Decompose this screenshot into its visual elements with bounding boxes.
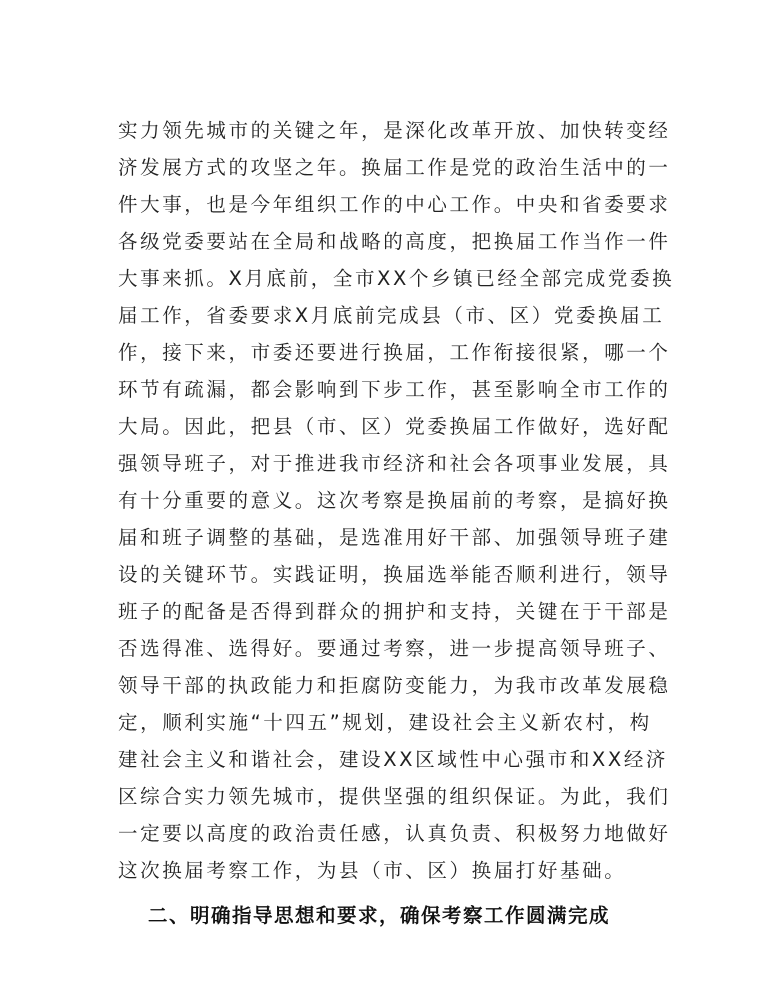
paragraph-line: 区综合实力领先城市，提供坚强的组织保证。为此，我们 xyxy=(118,785,671,808)
paragraph-line: 这次换届考察工作，为县（市、区）换届打好基础。 xyxy=(118,859,627,882)
paragraph-line: 班子的配备是否得到群众的拥护和支持，关键在于干部是 xyxy=(118,600,671,623)
paragraph-line: 实力领先城市的关键之年，是深化改革开放、加快转变经 xyxy=(118,119,671,142)
paragraph-line: 大事来抓。X月底前，全市XX个乡镇已经全部完成党委换 xyxy=(118,267,675,290)
paragraph-line: 否选得准、选得好。要通过考察，进一步提高领导班子、 xyxy=(118,637,671,660)
paragraph-line: 领导干部的执政能力和拒腐防变能力，为我市改革发展稳 xyxy=(118,674,671,697)
paragraph-line: 有十分重要的意义。这次考察是换届前的考察，是搞好换 xyxy=(118,489,671,512)
paragraph-line: 届和班子调整的基础，是选准用好干部、加强领导班子建 xyxy=(118,526,671,549)
paragraph-line: 作，接下来，市委还要进行换届，工作衔接很紧，哪一个 xyxy=(118,341,671,364)
paragraph-line: 一定要以高度的政治责任感，认真负责、积极努力地做好 xyxy=(118,822,671,845)
paragraph-line: 建社会主义和谐社会，建设XX区域性中心强市和XX经济 xyxy=(118,748,669,771)
paragraph-line: 强领导班子，对于推进我市经济和社会各项事业发展，具 xyxy=(118,452,671,475)
paragraph-line: 济发展方式的攻坚之年。换届工作是党的政治生活中的一 xyxy=(118,156,671,179)
paragraph-line: 件大事，也是今年组织工作的中心工作。中央和省委要求 xyxy=(118,193,671,216)
paragraph-line: 大局。因此，把县（市、区）党委换届工作做好，选好配 xyxy=(118,415,671,438)
section-heading: 二、明确指导思想和要求，确保考察工作圆满完成 xyxy=(148,904,611,927)
paragraph-line: 定，顺利实施“十四五”规划，建设社会主义新农村，构 xyxy=(118,711,652,734)
paragraph-line: 届工作，省委要求X月底前完成县（市、区）党委换届工 xyxy=(118,304,665,327)
paragraph-line: 环节有疏漏，都会影响到下步工作，甚至影响全市工作的 xyxy=(118,378,671,401)
paragraph-line: 设的关键环节。实践证明，换届选举能否顺利进行，领导 xyxy=(118,563,671,586)
paragraph-line: 各级党委要站在全局和战略的高度，把换届工作当作一件 xyxy=(118,230,671,253)
